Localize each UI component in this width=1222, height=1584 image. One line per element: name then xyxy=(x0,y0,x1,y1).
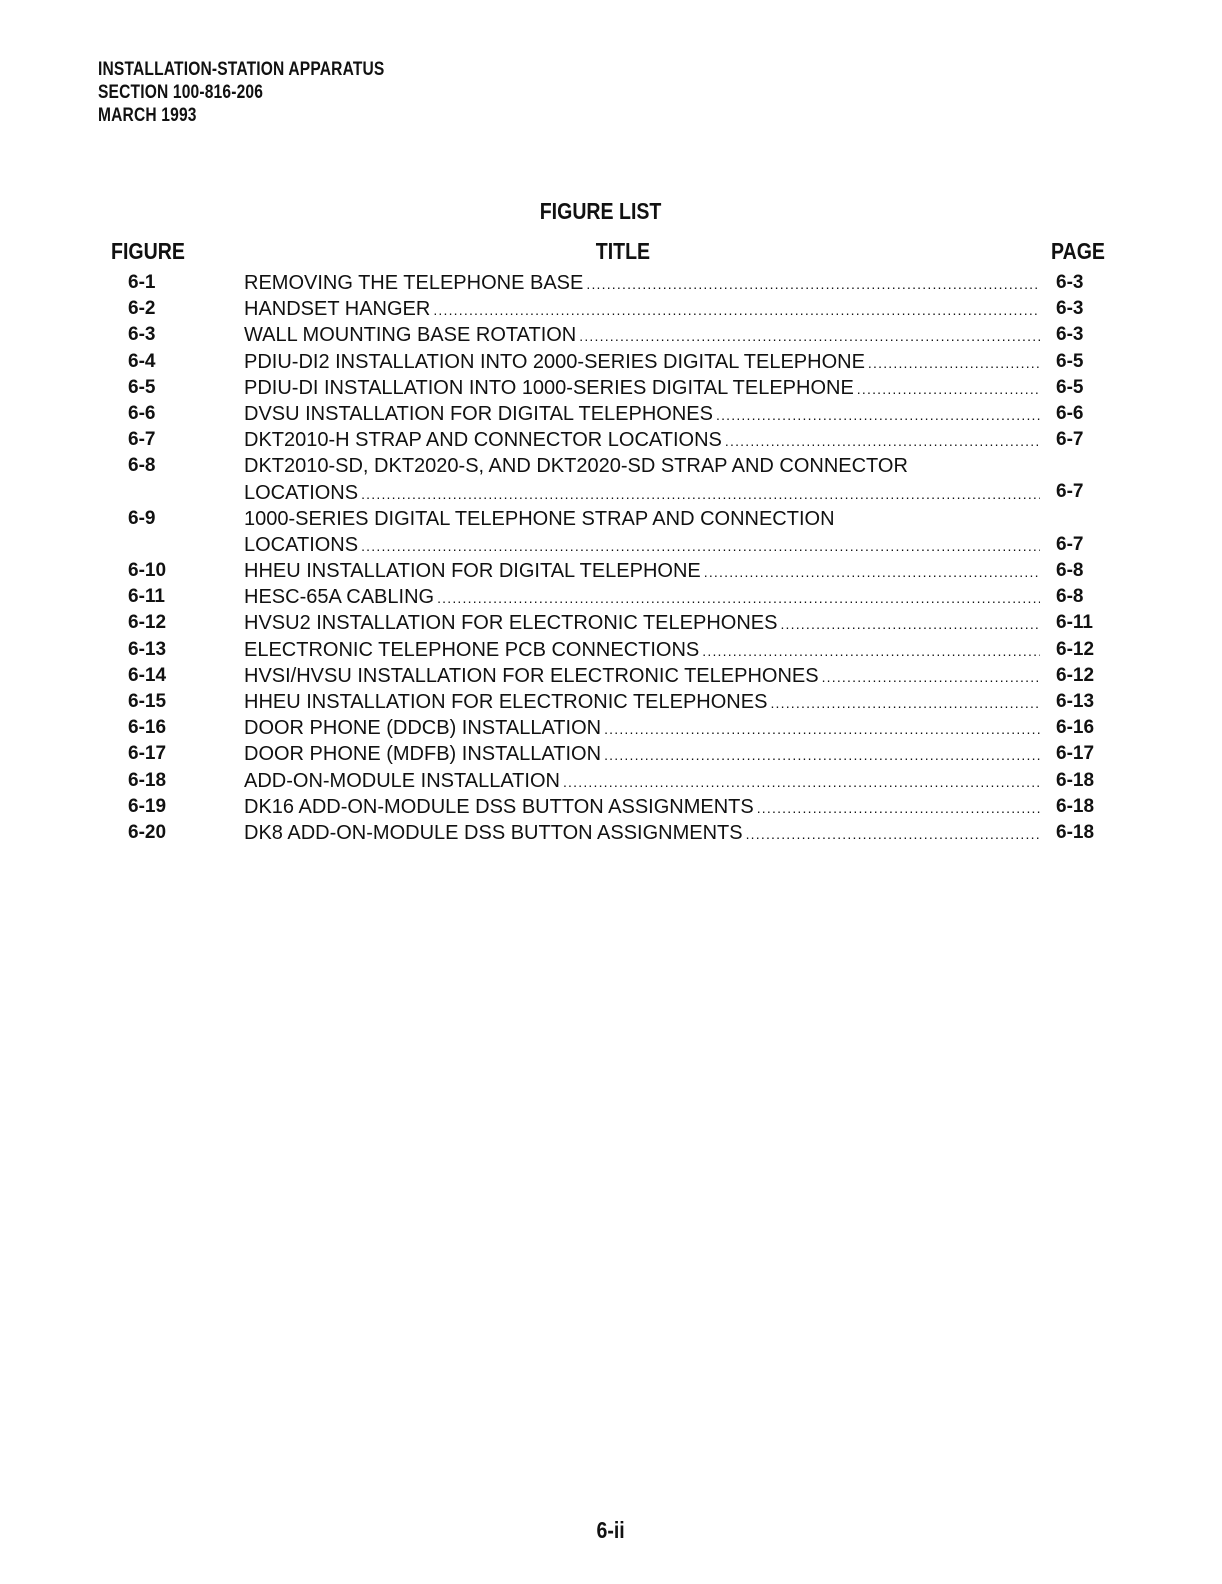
dot-leader xyxy=(757,795,1040,821)
dot-leader xyxy=(604,716,1040,742)
figure-title-line xyxy=(244,375,1040,402)
figure-title-line xyxy=(244,820,1040,847)
figure-list-row xyxy=(0,506,1222,558)
figure-title: ELECTRONIC TELEPHONE PCB CONNECTIONS xyxy=(244,638,700,661)
figure-title: WALL MOUNTING BASE ROTATION xyxy=(244,324,577,347)
figure-page-number: 6-13 xyxy=(1056,691,1095,713)
figure-page-number: 6-18 xyxy=(1056,795,1095,817)
figure-page-number: 6-3 xyxy=(1056,324,1084,346)
figure-title-cell xyxy=(244,427,1040,454)
figure-number: 6-5 xyxy=(128,376,156,398)
figure-page-number: 6-3 xyxy=(1056,272,1084,293)
dot-leader xyxy=(563,769,1040,795)
dot-leader xyxy=(822,664,1040,690)
figure-list-row xyxy=(0,322,1222,348)
figure-title-line xyxy=(244,322,1040,349)
figure-number: 6-18 xyxy=(128,769,167,791)
header-section-number: SECTION 100-816-206 xyxy=(98,82,264,103)
figure-title: PDIU-DI2 INSTALLATION INTO 2000-SERIES DIGITAL TELEPHONE xyxy=(244,350,865,373)
figure-title-cell xyxy=(244,506,1040,559)
figure-page-number: 6-11 xyxy=(1056,612,1093,634)
figure-title: ADD-ON-MODULE INSTALLATION xyxy=(244,769,560,792)
figure-title-continuation-line xyxy=(244,480,1040,507)
figure-title-line xyxy=(244,663,1040,690)
dot-leader xyxy=(433,297,1040,323)
dot-leader xyxy=(586,271,1040,297)
figure-number: 6-6 xyxy=(128,402,156,424)
figure-title-cell xyxy=(244,610,1040,637)
column-header-title: TITLE xyxy=(595,238,650,264)
dot-leader xyxy=(361,481,1040,507)
figure-list-row xyxy=(0,794,1222,820)
figure-title-line xyxy=(244,401,1040,428)
dot-leader xyxy=(746,821,1040,847)
figure-list-row xyxy=(0,820,1222,846)
figure-number: 6-7 xyxy=(128,429,156,451)
figure-title-line xyxy=(244,610,1040,637)
figure-page-number: 6-18 xyxy=(1056,821,1095,843)
figure-title-cell xyxy=(244,270,1040,297)
figure-number: 6-16 xyxy=(128,717,167,739)
figure-page-number: 6-18 xyxy=(1056,769,1095,791)
column-header-page: PAGE xyxy=(1051,238,1105,264)
figure-title: DOOR PHONE (DDCB) INSTALLATION xyxy=(244,717,602,740)
figure-title-line xyxy=(244,715,1040,742)
figure-page-number: 6-7 xyxy=(1056,481,1084,503)
figure-page-number: 6-8 xyxy=(1056,586,1084,608)
figure-list-row xyxy=(0,689,1222,715)
figure-number: 6-12 xyxy=(128,612,167,634)
figure-title-continuation: LOCATIONS xyxy=(244,533,359,556)
figure-page-number: 6-12 xyxy=(1056,664,1095,686)
figure-title: DKT2010-H STRAP AND CONNECTOR LOCATIONS xyxy=(244,429,722,452)
dot-leader xyxy=(725,428,1040,454)
figure-title-continuation: LOCATIONS xyxy=(244,481,359,504)
figure-title: HESC-65A CABLING xyxy=(244,586,435,609)
figure-title: DVSU INSTALLATION FOR DIGITAL TELEPHONES xyxy=(244,402,713,425)
dot-leader xyxy=(770,690,1040,716)
figure-number: 6-9 xyxy=(128,507,156,529)
document-header xyxy=(98,58,384,127)
figure-list-row xyxy=(0,270,1222,296)
figure-list-row xyxy=(0,768,1222,794)
figure-title-cell xyxy=(244,689,1040,716)
figure-title-cell xyxy=(244,715,1040,742)
figure-title-line xyxy=(244,741,1040,768)
figure-title-line xyxy=(244,689,1040,716)
figure-title-cell xyxy=(244,322,1040,349)
figure-title-cell xyxy=(244,453,1040,506)
figure-number: 6-10 xyxy=(128,560,167,582)
figure-page-number: 6-12 xyxy=(1056,638,1095,660)
figure-list-table xyxy=(0,270,1222,846)
figure-number: 6-19 xyxy=(128,795,167,817)
figure-title: PDIU-DI INSTALLATION INTO 1000-SERIES DIGITAL TELEPHONE xyxy=(244,376,854,399)
figure-title-continuation-line xyxy=(244,532,1040,559)
figure-number: 6-2 xyxy=(128,298,156,320)
figure-list-row xyxy=(0,401,1222,427)
figure-page-number: 6-7 xyxy=(1056,533,1084,555)
column-header-figure: FIGURE xyxy=(111,238,185,264)
figure-list-row xyxy=(0,715,1222,741)
figure-title-cell xyxy=(244,820,1040,847)
figure-number: 6-11 xyxy=(128,586,165,608)
figure-title: HVSI/HVSU INSTALLATION FOR ELECTRONIC TELEPHONES xyxy=(244,664,819,687)
figure-page-number: 6-16 xyxy=(1056,717,1095,739)
dot-leader xyxy=(702,638,1040,664)
figure-page-number: 6-17 xyxy=(1056,743,1095,765)
dot-leader xyxy=(716,402,1040,428)
figure-title: 1000-SERIES DIGITAL TELEPHONE STRAP AND CONNECTION xyxy=(244,507,835,530)
figure-title-line xyxy=(244,584,1040,611)
figure-title-line xyxy=(244,794,1040,821)
figure-title-line xyxy=(244,768,1040,795)
figure-list-heading: FIGURE LIST xyxy=(540,198,662,224)
figure-list-row xyxy=(0,296,1222,322)
figure-title-cell xyxy=(244,768,1040,795)
dot-leader xyxy=(857,376,1040,402)
figure-title: DKT2010-SD, DKT2020-S, AND DKT2020-SD STRAP AND CONNECTOR xyxy=(244,455,908,478)
figure-page-number: 6-7 xyxy=(1056,429,1084,451)
figure-title: DK16 ADD-ON-MODULE DSS BUTTON ASSIGNMENTS xyxy=(244,795,754,818)
figure-page-number: 6-5 xyxy=(1056,350,1084,372)
figure-title-cell xyxy=(244,741,1040,768)
figure-title-line xyxy=(244,558,1040,585)
dot-leader xyxy=(704,559,1040,585)
dot-leader xyxy=(361,533,1040,559)
figure-title-cell xyxy=(244,637,1040,664)
page-number: 6-ii xyxy=(596,1517,626,1543)
figure-list-row xyxy=(0,610,1222,636)
figure-title-cell xyxy=(244,794,1040,821)
figure-list-row xyxy=(0,427,1222,453)
figure-title-line xyxy=(244,427,1040,454)
figure-title-cell xyxy=(244,584,1040,611)
figure-title-cell xyxy=(244,296,1040,323)
figure-number: 6-1 xyxy=(128,272,156,293)
figure-number: 6-14 xyxy=(128,664,167,686)
figure-title: HHEU INSTALLATION FOR DIGITAL TELEPHONE xyxy=(244,560,701,583)
dot-leader xyxy=(780,611,1040,637)
figure-title: DK8 ADD-ON-MODULE DSS BUTTON ASSIGNMENTS xyxy=(244,821,743,844)
header-date: MARCH 1993 xyxy=(98,105,197,126)
figure-title-cell xyxy=(244,663,1040,690)
dot-leader xyxy=(604,742,1040,768)
figure-title: HVSU2 INSTALLATION FOR ELECTRONIC TELEPHONES xyxy=(244,612,778,635)
figure-title-cell xyxy=(244,558,1040,585)
figure-title-cell xyxy=(244,401,1040,428)
figure-title-line xyxy=(244,637,1040,664)
figure-page-number: 6-5 xyxy=(1056,376,1084,398)
figure-list-row xyxy=(0,375,1222,401)
figure-title-cell xyxy=(244,375,1040,402)
figure-title: DOOR PHONE (MDFB) INSTALLATION xyxy=(244,743,602,766)
figure-number: 6-8 xyxy=(128,455,156,477)
figure-list-row xyxy=(0,453,1222,505)
figure-title-line xyxy=(244,349,1040,376)
dot-leader xyxy=(579,323,1040,349)
figure-page-number: 6-8 xyxy=(1056,560,1084,582)
figure-list-row xyxy=(0,558,1222,584)
figure-list-row xyxy=(0,349,1222,375)
figure-number: 6-15 xyxy=(128,691,167,713)
figure-title: HANDSET HANGER xyxy=(244,298,431,321)
figure-list-row xyxy=(0,584,1222,610)
figure-page-number: 6-3 xyxy=(1056,298,1084,320)
figure-title: HHEU INSTALLATION FOR ELECTRONIC TELEPHONES xyxy=(244,691,768,714)
dot-leader xyxy=(868,350,1040,376)
figure-number: 6-13 xyxy=(128,638,167,660)
figure-number: 6-20 xyxy=(128,821,167,843)
figure-number: 6-3 xyxy=(128,324,156,346)
figure-number: 6-17 xyxy=(128,743,167,765)
figure-list-row xyxy=(0,637,1222,663)
figure-title-line xyxy=(244,270,1040,297)
figure-page-number: 6-6 xyxy=(1056,402,1084,424)
figure-list-row xyxy=(0,663,1222,689)
figure-number: 6-4 xyxy=(128,350,156,372)
figure-title-cell xyxy=(244,349,1040,376)
dot-leader xyxy=(437,585,1040,611)
figure-list-row xyxy=(0,741,1222,767)
figure-title-line xyxy=(244,296,1040,323)
header-manual-title: INSTALLATION-STATION APPARATUS xyxy=(98,59,385,80)
figure-title: REMOVING THE TELEPHONE BASE xyxy=(244,272,584,294)
